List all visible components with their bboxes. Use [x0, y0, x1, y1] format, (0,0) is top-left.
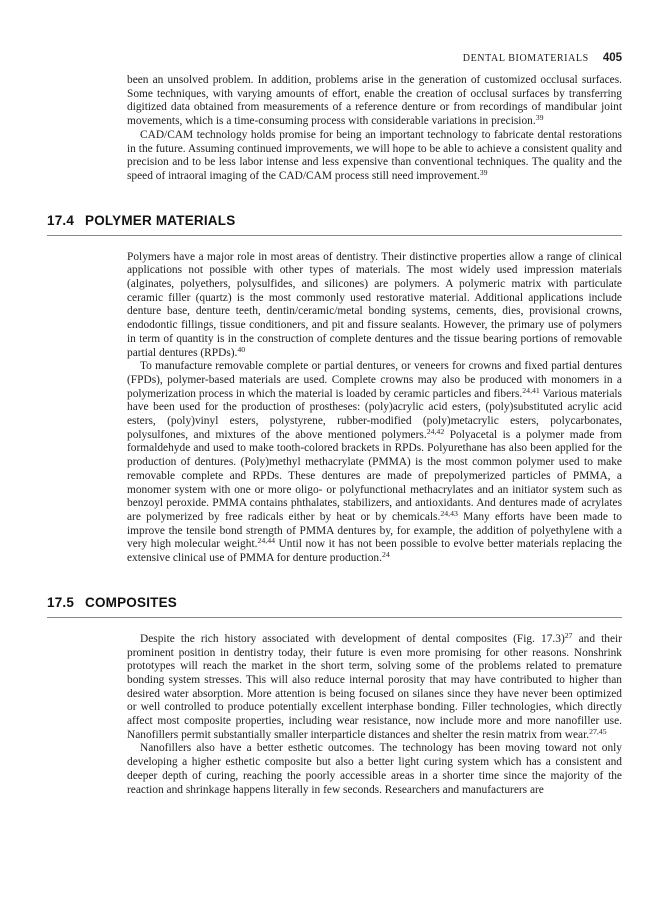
- paragraph: Polymers have a major role in most areas of dentistry. Their distinctive properties allow a range of clinical applications not possible with other types of materials. The most widely used impression materials (alginates, polyethers, polysulfides, and silicones) are polymers. A polymeric matrix with particulate ceramic filler (quartz) is the most commonly used restorative material. Additional applications include denture base, denture teeth, dentin/ceramic/metal bonding systems, cements, dies, provisional crowns, endodontic fillings, tissue conditioners, and pit and fissure sealants. However, the primary use of polymers in term of quantity is in the construction of complete dentures and the tissue bearing portions of removable partial dentures (RPDs).$^{40}$: [127, 250, 622, 359]
- reference-superscript: 24: [381, 550, 390, 560]
- section-number: 17.4: [47, 212, 75, 228]
- reference-superscript: 27: [564, 630, 573, 640]
- reference-superscript: 24,41: [522, 385, 540, 395]
- paragraph: been an unsolved problem. In addition, problems arise in the generation of customized occlusal surfaces. Some techniques, with varying amounts of effort, enable the creation of occlusal surfaces by transferring digitized data obtained from measurements of a reference denture or from recordings of mandibular joint movements, which is a time-consuming process with considerable variations in precision.$^{39}$: [127, 74, 622, 128]
- section-title: POLYMER MATERIALS: [85, 212, 236, 228]
- paragraph: Nanofillers also have a better esthetic outcomes. The technology has been moving toward not only developing a higher esthetic composite but also a better light curing system which has a consistent and deeper depth of curing, reaching the poorly accessible areas in a shorter time since the majority of the reaction and shrinkage happens literally in few seconds. Researchers and manufacturers are: [127, 742, 622, 796]
- section-divider: [47, 235, 622, 236]
- paragraph: Despite the rich history associated with development of dental composites (Fig. 17.3)$^{27}$ and their prominent position in dentistry today, their future is even more promising for other reasons. Nonshrink prototypes will reach the market in the short term, solving some of the problems related to premature bonding system stresses. This will also reduce internal porosity that may have contributed to higher than desired water absorption. More attention is being focused on silanes since they have never been optimized or well controlled to produce potentially excellent interphase bonding. Filler technologies, which directly affect most composite properties, including wear resistance, now include more and more nanofiller use. Nanofillers permit substantially smaller interparticle distances and shelter the resin matrix from wear.$^{27,45}$: [127, 630, 623, 741]
- page-body: [47, 74, 622, 797]
- reference-superscript: 27,45: [589, 726, 607, 736]
- paragraph: CAD/CAM technology holds promise for being an important technology to fabricate dental restorations in the future. Assuming continued improvements, we will hope to be able to achieve a consistent quality and precision and to be less labor intense and less expensive than conventional techniques. The quality and the speed of intraoral imaging of the CAD/CAM process still need improvement.$^{39}$: [127, 128, 622, 182]
- page-number: 405: [602, 52, 622, 64]
- reference-superscript: 39: [479, 167, 488, 177]
- page-header: [127, 48, 622, 66]
- section-title: COMPOSITES: [85, 594, 178, 610]
- section-17.5: [47, 595, 622, 797]
- reference-superscript: 24,42: [426, 426, 445, 436]
- section-divider: [47, 617, 622, 618]
- section-heading: [47, 595, 622, 610]
- reference-superscript: 24,44: [257, 536, 276, 546]
- reference-superscript: 40: [237, 344, 246, 354]
- reference-superscript: 24,43: [440, 508, 458, 518]
- reference-superscript: 39: [535, 113, 544, 123]
- running-title: DENTAL BIOMATERIALS: [462, 53, 589, 64]
- section-number: 17.5: [47, 594, 75, 610]
- sections: [47, 213, 622, 798]
- section-heading: [47, 213, 622, 228]
- paragraph: To manufacture removable complete or partial dentures, or veneers for crowns and fixed partial dentures (FPDs), polymer-based materials are used. Complete crowns may also be produced with monomers in a polymerization process in which the material is loaded by ceramic particles and fibers.$^{24,41}$ Various materials have been used for the production of prostheses: (poly)acrylic acid esters, (poly)substituted acrylic acid esters, (poly)vinyl esters, polystyrene, rubber-modified (poly)metacrylic esters, polycarbonates, polysulfones, and mixtures of the above mentioned polymers.$^{24,42}$ Polyacetal is a polymer made from formaldehyde and used to make tooth-colored brackets in RPDs. Polyurethane has also been applied for the production of dentures. (Poly)methyl methacrylate (PMMA) is the most common polymer used to make removable complete and RPDs. These dentures are made of prepolymerized particles of PMMA, a monomer system with one or more oligo- or polyfunctional methacrylates and an initiator system such as benzoyl peroxide. PMMA contains phthalates, stabilizers, and antioxidants. And dentures made of acrylates are polymerized by free radicals either by heat or by chemicals.$^{24,43}$ Many efforts have been made to improve the tensile bond strength of PMMA dentures by, for example, the addition of polyethylene with a very high molecular weight.$^{24,44}$ Until now it has not been possible to evolve better materials replacing the extensive clinical use of PMMA for denture production.$^{24}$: [127, 360, 622, 565]
- section-17.4: [47, 213, 622, 566]
- intro-paragraphs: [47, 74, 622, 184]
